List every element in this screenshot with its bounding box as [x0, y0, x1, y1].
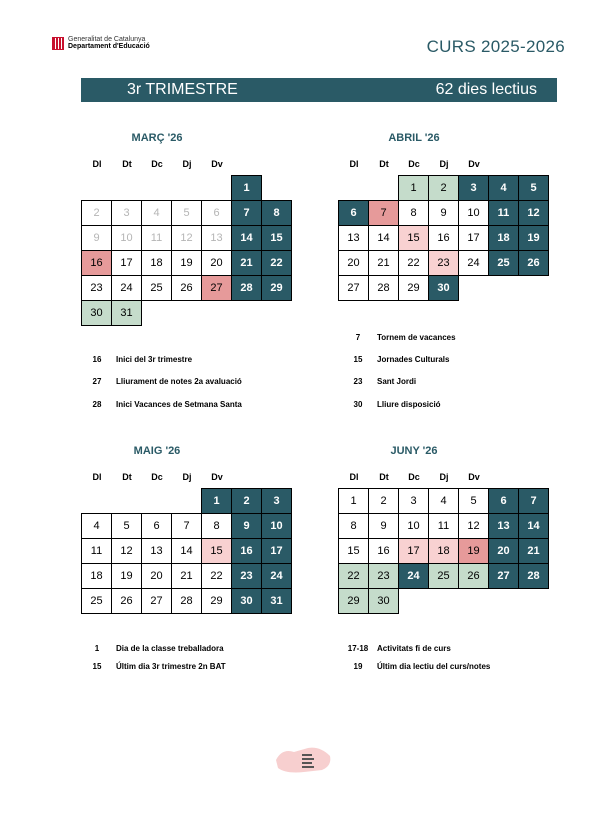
day-cell: 16	[231, 538, 262, 564]
day-cell: 12	[458, 513, 489, 539]
weekday-label: Dc	[151, 159, 163, 169]
day-cell: 28	[368, 275, 399, 301]
day-cell: 30	[231, 588, 262, 614]
day-cell: 29	[261, 275, 292, 301]
day-cell: 13	[488, 513, 519, 539]
day-cell: 27	[201, 275, 232, 301]
day-cell: 8	[338, 513, 369, 539]
day-cell: 23	[368, 563, 399, 589]
note-text: Lliurament de notes 2a avaluació	[116, 377, 242, 386]
generalitat-logo	[52, 36, 150, 50]
note-day: 17-18	[347, 644, 369, 653]
term-banner	[81, 78, 557, 102]
day-cell: 16	[81, 250, 112, 276]
day-cell: 5	[518, 175, 549, 201]
note-april-2	[339, 355, 449, 364]
day-cell: 2	[428, 175, 459, 201]
weekday-label: Dl	[349, 159, 359, 169]
day-cell: 20	[338, 250, 369, 276]
term-title: 3r TRIMESTRE	[127, 81, 238, 98]
day-cell: 13	[338, 225, 369, 251]
day-cell: 13	[141, 538, 172, 564]
day-cell: 18	[81, 563, 112, 589]
day-cell: 27	[141, 588, 172, 614]
note-may-2	[78, 662, 226, 671]
day-cell: 19	[518, 225, 549, 251]
weekday-label: Dl	[92, 159, 102, 169]
note-text: Tornem de vacances	[377, 333, 456, 342]
weekday-label: Dv	[468, 159, 480, 169]
day-cell: 21	[368, 250, 399, 276]
day-cell: 17	[261, 538, 292, 564]
day-cell: 15	[398, 225, 429, 251]
day-cell: 4	[428, 488, 459, 514]
note-day: 27	[92, 377, 102, 386]
logo-line-2: Departament d'Educació	[68, 43, 150, 50]
day-cell: 10	[111, 225, 142, 251]
day-cell: 9	[368, 513, 399, 539]
day-cell: 12	[111, 538, 142, 564]
stamp-icon	[274, 744, 334, 776]
day-cell: 3	[111, 200, 142, 226]
weekday-label: Dt	[379, 472, 389, 482]
weekday-label: Dv	[211, 472, 223, 482]
day-cell: 19	[111, 563, 142, 589]
note-march-2	[78, 377, 242, 386]
day-cell: 9	[81, 225, 112, 251]
day-cell: 23	[231, 563, 262, 589]
weekday-label: Dc	[408, 159, 420, 169]
note-day: 16	[92, 355, 102, 364]
day-cell: 1	[338, 488, 369, 514]
month-title: ABRIL '26	[388, 132, 440, 144]
weekday-label: Dt	[122, 159, 132, 169]
day-cell: 7	[231, 200, 262, 226]
day-cell: 31	[111, 300, 142, 326]
day-cell: 24	[111, 275, 142, 301]
day-cell: 25	[488, 250, 519, 276]
day-cell: 22	[398, 250, 429, 276]
note-text: Jornades Culturals	[377, 355, 450, 364]
day-cell: 12	[171, 225, 202, 251]
weekday-label: Dc	[151, 472, 163, 482]
day-cell: 21	[231, 250, 262, 276]
day-cell: 2	[231, 488, 262, 514]
day-cell: 25	[428, 563, 459, 589]
day-cell: 7	[171, 513, 202, 539]
day-cell: 8	[398, 200, 429, 226]
note-text: Inici Vacances de Setmana Santa	[116, 400, 242, 409]
logo-line-1: Generalitat de Catalunya	[68, 36, 146, 43]
day-cell: 18	[141, 250, 172, 276]
weekday-label: Dj	[439, 472, 449, 482]
day-cell: 18	[488, 225, 519, 251]
day-cell: 29	[398, 275, 429, 301]
course-title: CURS 2025-2026	[426, 37, 565, 56]
day-cell: 8	[261, 200, 292, 226]
day-cell: 25	[81, 588, 112, 614]
note-day: 23	[353, 377, 363, 386]
day-cell: 7	[368, 200, 399, 226]
day-cell: 15	[338, 538, 369, 564]
day-cell: 4	[141, 200, 172, 226]
day-cell: 21	[518, 538, 549, 564]
weekday-label: Dc	[408, 472, 420, 482]
day-cell: 31	[261, 588, 292, 614]
day-cell: 28	[171, 588, 202, 614]
day-cell: 29	[338, 588, 369, 614]
day-cell: 25	[141, 275, 172, 301]
weekday-label: Dj	[182, 159, 192, 169]
day-cell: 28	[518, 563, 549, 589]
weekday-label: Dv	[468, 472, 480, 482]
day-cell: 2	[81, 200, 112, 226]
day-cell: 5	[111, 513, 142, 539]
day-cell: 30	[81, 300, 112, 326]
day-cell: 16	[428, 225, 459, 251]
day-cell: 17	[111, 250, 142, 276]
weekday-label: Dv	[211, 159, 223, 169]
day-cell: 14	[518, 513, 549, 539]
day-cell: 27	[488, 563, 519, 589]
day-cell: 12	[518, 200, 549, 226]
day-cell: 15	[201, 538, 232, 564]
note-day: 19	[353, 662, 363, 671]
day-cell: 11	[81, 538, 112, 564]
month-title: MAIG '26	[133, 445, 181, 457]
note-day: 7	[355, 333, 361, 342]
day-cell: 2	[368, 488, 399, 514]
day-cell: 3	[261, 488, 292, 514]
day-cell: 27	[338, 275, 369, 301]
day-cell: 15	[261, 225, 292, 251]
note-day: 30	[353, 400, 363, 409]
day-cell: 16	[368, 538, 399, 564]
day-cell: 14	[171, 538, 202, 564]
day-cell: 6	[201, 200, 232, 226]
day-cell: 10	[261, 513, 292, 539]
day-cell: 30	[368, 588, 399, 614]
note-text: Inici del 3r trimestre	[116, 355, 193, 364]
weekday-label: Dl	[92, 472, 102, 482]
day-cell: 19	[458, 538, 489, 564]
day-cell: 14	[368, 225, 399, 251]
month-title: MARÇ '26	[131, 132, 183, 144]
day-cell: 29	[201, 588, 232, 614]
note-day: 28	[92, 400, 102, 409]
day-cell: 5	[171, 200, 202, 226]
note-june-1	[339, 644, 451, 653]
month-title: JUNY '26	[390, 445, 438, 457]
day-cell: 8	[201, 513, 232, 539]
note-text: Últim dia lectiu del curs/notes	[377, 662, 491, 671]
day-cell: 14	[231, 225, 262, 251]
day-cell: 13	[201, 225, 232, 251]
day-cell: 24	[398, 563, 429, 589]
day-cell: 22	[201, 563, 232, 589]
day-cell: 22	[261, 250, 292, 276]
day-cell: 21	[171, 563, 202, 589]
day-cell: 19	[171, 250, 202, 276]
note-april-3	[339, 377, 416, 386]
day-cell: 4	[81, 513, 112, 539]
note-march-3	[78, 400, 242, 409]
day-cell: 4	[488, 175, 519, 201]
note-march-1	[78, 355, 192, 364]
day-cell: 6	[338, 200, 369, 226]
note-day: 15	[353, 355, 363, 364]
day-cell: 26	[171, 275, 202, 301]
note-april-4	[339, 400, 441, 409]
day-cell: 11	[141, 225, 172, 251]
day-cell: 24	[458, 250, 489, 276]
day-cell: 28	[231, 275, 262, 301]
day-cell: 22	[338, 563, 369, 589]
note-text: Sant Jordi	[377, 377, 417, 386]
day-cell: 30	[428, 275, 459, 301]
day-cell: 20	[201, 250, 232, 276]
day-cell: 3	[398, 488, 429, 514]
weekday-label: Dt	[379, 159, 389, 169]
note-day: 1	[94, 644, 100, 653]
note-text: Últim dia 3r trimestre 2n BAT	[116, 662, 226, 671]
day-cell: 26	[518, 250, 549, 276]
day-cell: 10	[458, 200, 489, 226]
logo-text	[68, 36, 150, 50]
day-cell: 7	[518, 488, 549, 514]
day-cell: 5	[458, 488, 489, 514]
day-cell: 20	[141, 563, 172, 589]
day-cell: 20	[488, 538, 519, 564]
day-cell: 3	[458, 175, 489, 201]
weekday-label: Dt	[122, 472, 132, 482]
note-text: Lliure disposició	[377, 400, 441, 409]
day-cell: 1	[201, 488, 232, 514]
day-cell: 11	[488, 200, 519, 226]
day-cell: 18	[428, 538, 459, 564]
day-cell: 10	[398, 513, 429, 539]
day-cell: 11	[428, 513, 459, 539]
note-may-1	[78, 644, 224, 653]
note-text: Activitats fi de curs	[377, 644, 451, 653]
day-cell: 6	[141, 513, 172, 539]
day-cell: 17	[458, 225, 489, 251]
senyera-icon	[52, 37, 64, 50]
weekday-label: Dj	[439, 159, 449, 169]
day-cell: 23	[81, 275, 112, 301]
note-june-2	[339, 662, 490, 671]
term-days: 62 dies lectius	[435, 81, 537, 98]
day-cell: 26	[458, 563, 489, 589]
weekday-label: Dl	[349, 472, 359, 482]
day-cell: 26	[111, 588, 142, 614]
day-cell: 1	[231, 175, 262, 201]
note-text: Dia de la classe treballadora	[116, 644, 224, 653]
note-day: 15	[92, 662, 102, 671]
day-cell: 9	[428, 200, 459, 226]
day-cell: 24	[261, 563, 292, 589]
day-cell: 17	[398, 538, 429, 564]
day-cell: 1	[398, 175, 429, 201]
note-april-1	[339, 333, 456, 342]
weekday-label: Dj	[182, 472, 192, 482]
day-cell: 6	[488, 488, 519, 514]
day-cell: 9	[231, 513, 262, 539]
day-cell: 23	[428, 250, 459, 276]
